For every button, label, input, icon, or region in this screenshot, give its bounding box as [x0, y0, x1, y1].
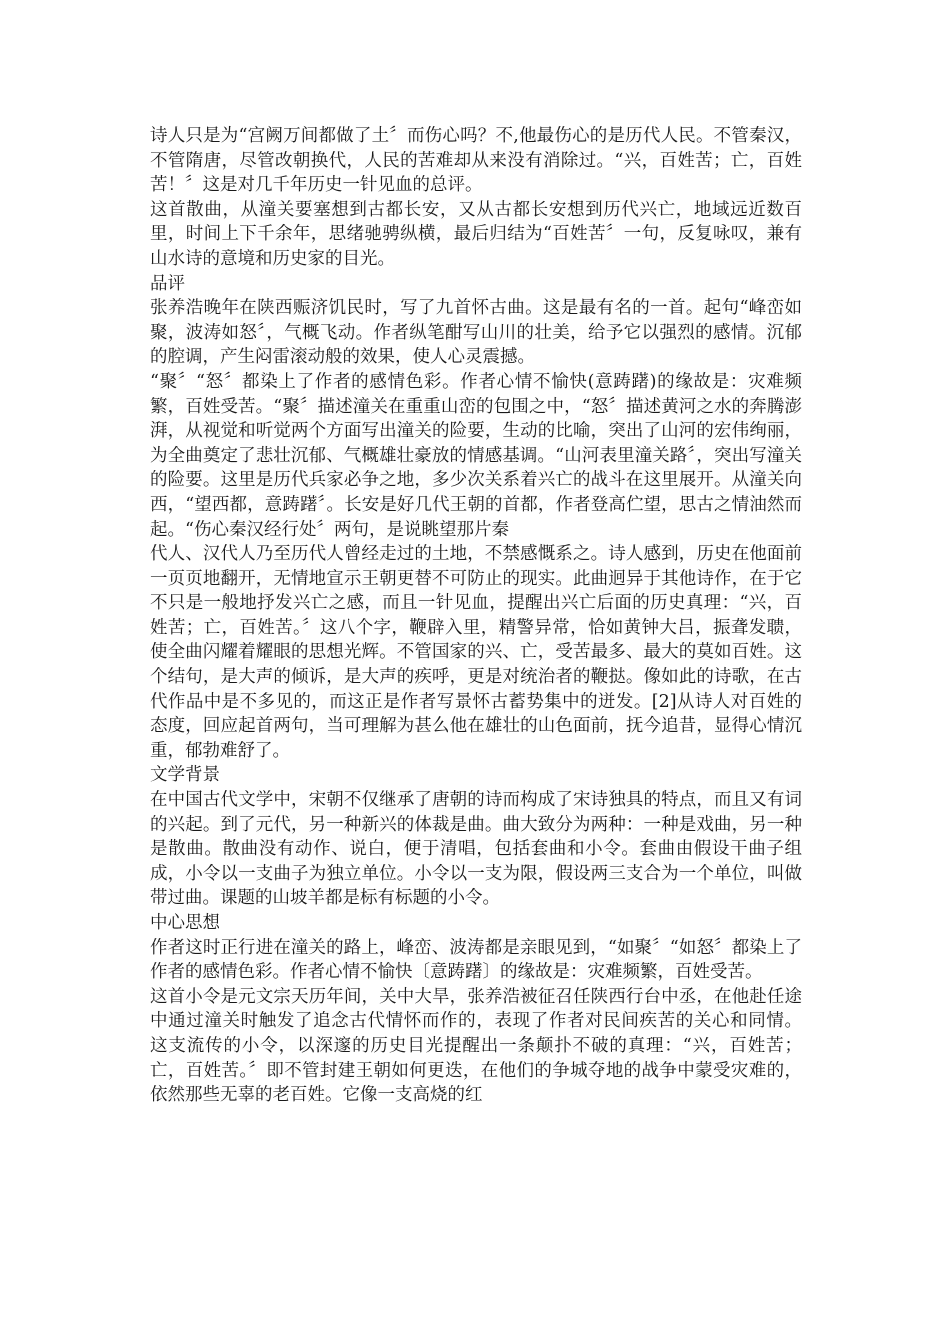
para-ancient-ruins: 诗人只是为“宫阙万间都做了土〞而伤心吗？不,他最伤心的是历代人民。不管秦汉，不管隋唐，尽管改朝换代，人民的苦难却从来没有消除过。“兴，百姓苦；亡，百姓苦！〞这是对几千年历史一针见血的总评。	[150, 126, 802, 196]
document-page	[150, 124, 802, 1108]
para-author-background: 张养浩晚年在陕西赈济饥民时，写了九首怀古曲。这是最有名的一首。起句“峰峦如聚，波涛如怒〞，气概飞动。作者纵笔酣写山川的壮美，给予它以强烈的感情。沉郁的腔调，产生闷雷滚动般的效果，使人心灵震撼。	[150, 298, 802, 368]
para-yuan-qu-background: 在中国古代文学中，宋朝不仅继承了唐朝的诗而构成了宋诗独具的特点，而且又有词的兴起。到了元代，另一种新兴的体裁是曲。曲大致分为两种：一种是戏曲，另一种是散曲。散曲没有动作、说白，便于清唱，包括套曲和小令。套曲由假设干曲子组成，小令以一支曲子为独立单位。小令以一支为限，假设两三支合为一个单位，叫做带过曲。课题的山坡羊都是标有标题的小令。	[150, 790, 802, 909]
para-central-idea: 作者这时正行进在潼关的路上，峰峦、波涛都是亲眼见到，“如聚〞“如怒〞都染上了作者的感情色彩。作者心情不愉快〔意踌躇〕的缘故是：灾难频繁，百姓受苦。	[150, 937, 802, 983]
heading-commentary: 品评	[150, 273, 185, 294]
para-xing-wang-truth: 代人、汉代人乃至历代人曾经走过的土地，不禁感慨系之。诗人感到，历史在他面前一页页地翻开，无情地宣示王朝更替不可防止的现实。此曲迥异于其他诗作，在于它不只是一般地抒发兴亡之感，而且一针见血，提醒出兴亡后面的历史真理：“兴，百姓苦；亡，百姓苦。〞这八个字，鞭辟入里，精警异常，恰如黄钟大吕，振聋发聩，使全曲闪耀着耀眼的思想光辉。不管国家的兴、亡，受苦最多、最大的莫如百姓。这个结句，是大声的倾诉，是大声的疾呼，更是对统治者的鞭挞。像如此的诗歌，在古代作品中是不多见的，而这正是作者写景怀古蓄势集中的迸发。[2]从诗人对百姓的态度，回应起首两句，当可理解为甚么他在雄壮的山色面前，抚今追昔，显得心情沉重，郁勃难舒了。	[150, 544, 802, 761]
para-creation-context: 这首小令是元文宗天历年间，关中大旱，张养浩被征召任陕西行台中丞，在他赴任途中通过潼关时触发了追念古代情怀而作的，表现了作者对民间疾苦的关心和同情。 这支流传的小令，以深邃的历史目光提醒出一条颠扑不破的真理：“兴，百姓苦；亡，百姓苦。〞即不管封建王朝如何更迭，在他们的争城夺地的战争中蒙受灾难的，依然那些无辜的老百姓。它像一支高烧的红	[150, 986, 802, 1106]
para-ju-nu-analysis: “聚〞“怒〞都染上了作者的感情色彩。作者心情不愉快(意踌躇)的缘故是：灾难频繁，百姓受苦。“聚〞描述潼关在重重山峦的包围之中，“怒〞描述黄河之水的奔腾澎湃，从视觉和听觉两个方面写出潼关的险要，生动的比喻，突出了山河的宏伟绚丽，为全曲奠定了悲壮沉郁、气概雄壮豪放的情感基调。“山河表里潼关路〞，突出写潼关的险要。这里是历代兵家必争之地，多少次关系着兴亡的战斗在这里展开。从潼关向西，“望西都，意踌躇〞。长安是好几代王朝的首都，作者登高伫望，思古之情油然而起。“伤心秦汉经行处〞两句，是说眺望那片秦	[150, 371, 802, 540]
heading-central-idea: 中心思想	[150, 913, 220, 933]
para-sanqu-summary: 这首散曲，从潼关要塞想到古都长安，又从古都长安想到历代兴亡，地域远近数百里，时间上下千余年，思绪驰骋纵横，最后归结为“百姓苦〞一句，反复咏叹，兼有山水诗的意境和历史家的目光。	[150, 199, 802, 269]
heading-literary-background: 文学背景	[150, 765, 220, 786]
